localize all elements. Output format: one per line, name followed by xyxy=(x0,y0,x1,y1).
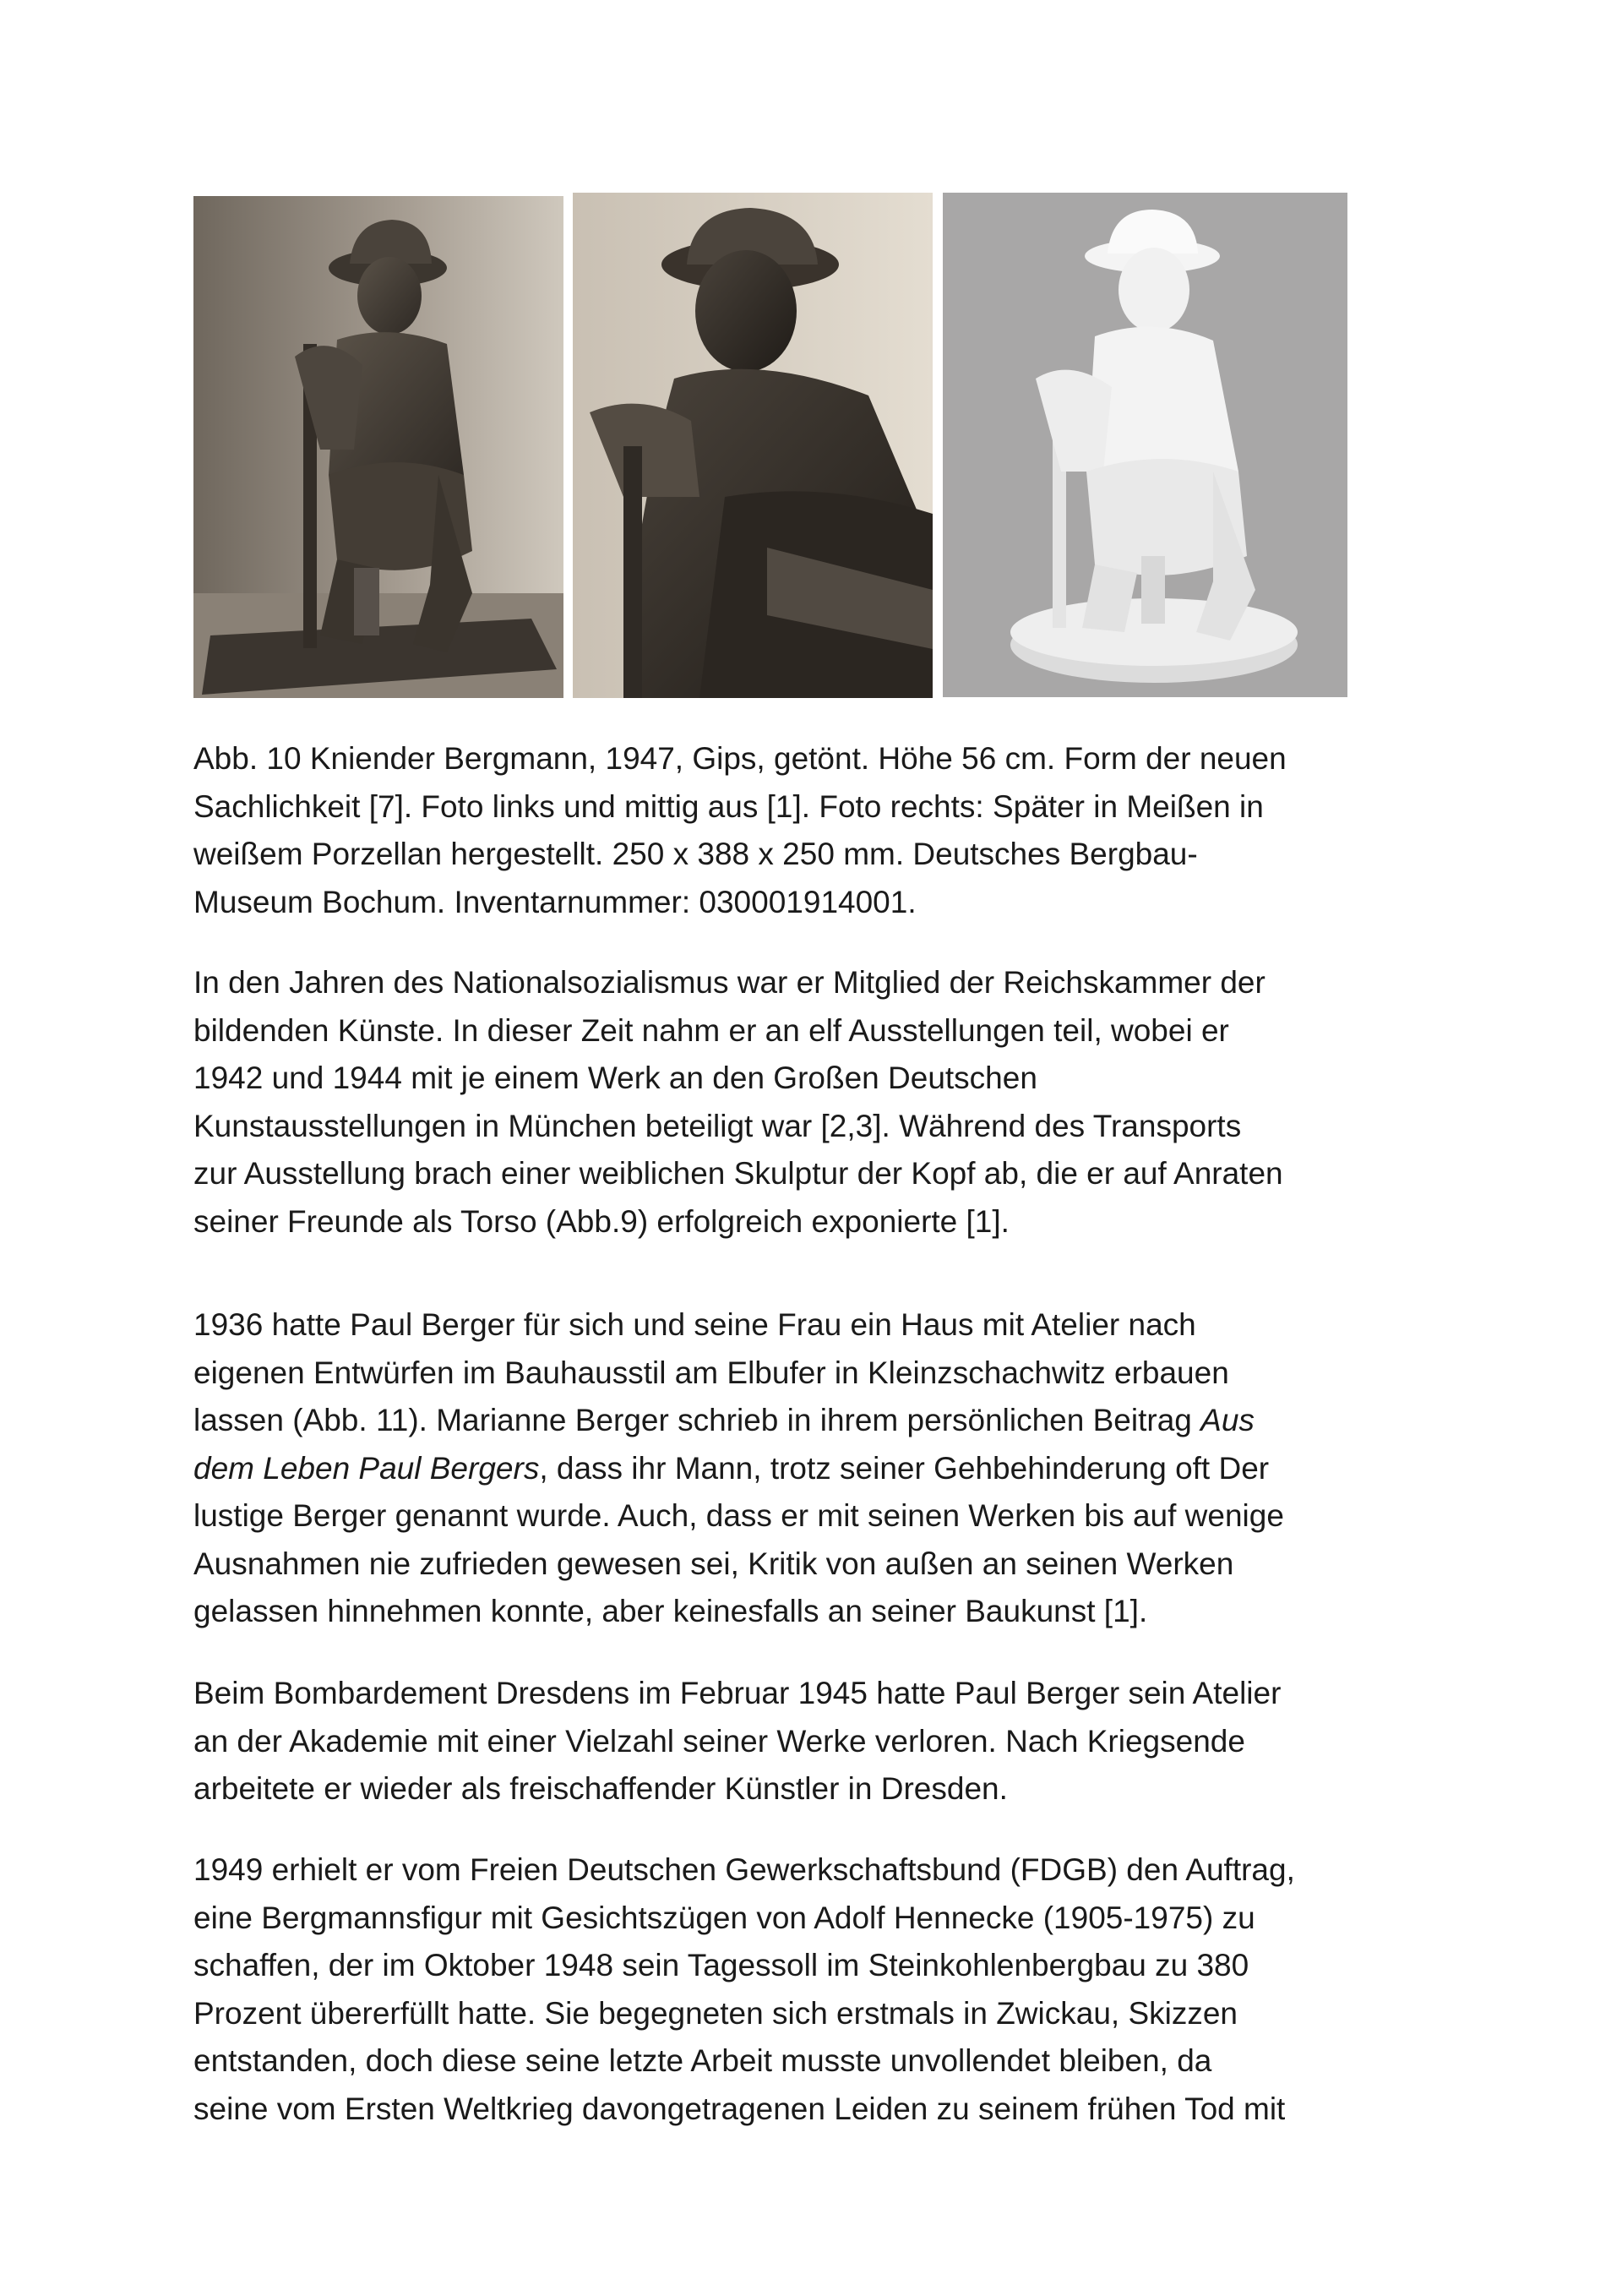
text-line: Beim Bombardement Dresdens im Februar 1945 hatte Paul Berger sein Atelier xyxy=(193,1676,1282,1710)
text-segment: lassen (Abb. 11). Marianne Berger schrieb in ihrem persönlichen Beitrag xyxy=(193,1403,1201,1437)
text-line: schaffen, der im Oktober 1948 sein Tagessoll im Steinkohlenbergbau zu 380 xyxy=(193,1948,1249,1982)
text-line: gelassen hinnehmen konnte, aber keinesfalls an seiner Baukunst [1]. xyxy=(193,1594,1148,1628)
text-line: Ausnahmen nie zufrieden gewesen sei, Kritik von außen an seinen Werken xyxy=(193,1546,1234,1581)
text-line: lustige Berger genannt wurde. Auch, dass er mit seinen Werken bis auf wenige xyxy=(193,1498,1284,1533)
text-line: seine vom Ersten Weltkrieg davongetragenen Leiden zu seinem frühen Tod mit xyxy=(193,2091,1286,2126)
text-line: 1936 hatte Paul Berger für sich und seine Frau ein Haus mit Atelier nach xyxy=(193,1307,1196,1342)
paragraph-haus-atelier xyxy=(193,1301,1427,1636)
text-segment: , dass ihr Mann, trotz seiner Gehbehinderung oft Der xyxy=(539,1450,1270,1486)
book-title-italic: dem Leben Paul Bergers xyxy=(193,1450,540,1486)
text-line: eine Bergmannsfigur mit Gesichtszügen von Adolf Hennecke (1905-1975) zu xyxy=(193,1900,1255,1935)
caption-line: Abb. 10 Kniender Bergmann, 1947, Gips, getönt. Höhe 56 cm. Form der neuen xyxy=(193,741,1287,776)
figure-caption xyxy=(193,735,1427,926)
text-line: 1949 erhielt er vom Freien Deutschen Gewerkschaftsbund (FDGB) den Auftrag, xyxy=(193,1852,1295,1887)
text-line xyxy=(193,1397,1427,1445)
book-title-italic: Aus xyxy=(1200,1403,1255,1437)
text-line: an der Akademie mit einer Vielzahl seiner Werke verloren. Nach Kriegsende xyxy=(193,1723,1245,1759)
text-line: seiner Freunde als Torso (Abb.9) erfolgreich exponierte [1]. xyxy=(193,1203,1010,1239)
text-line: bildenden Künste. In dieser Zeit nahm er an elf Ausstellungen teil, wobei er xyxy=(193,1012,1229,1048)
caption-line: Museum Bochum. Inventarnummer: 030001914001. xyxy=(193,884,917,919)
text-line: zur Ausstellung brach einer weiblichen Skulptur der Kopf ab, die er auf Anraten xyxy=(193,1156,1283,1191)
text-line: Prozent übererfüllt hatte. Sie begegneten sich erstmals in Zwickau, Skizzen xyxy=(193,1995,1238,2031)
kniender-bergmann-porcelain-photo xyxy=(943,193,1347,697)
paragraph-fdgb-auftrag xyxy=(193,1846,1427,2133)
text-line: arbeitete er wieder als freischaffender Künstler in Dresden. xyxy=(193,1771,1008,1806)
text-line: In den Jahren des Nationalsozialismus war er Mitglied der Reichskammer der xyxy=(193,965,1265,1000)
kniender-bergmann-detail-photo xyxy=(573,193,933,698)
text-line: entstanden, doch diese seine letzte Arbeit musste unvollendet bleiben, da xyxy=(193,2043,1212,2078)
text-line: 1942 und 1944 mit je einem Werk an den Großen Deutschen xyxy=(193,1061,1037,1095)
caption-line: weißem Porzellan hergestellt. 250 x 388 x 250 mm. Deutsches Bergbau- xyxy=(193,837,1198,871)
caption-line: Sachlichkeit [7]. Foto links und mittig aus [1]. Foto rechts: Später in Meißen in xyxy=(193,788,1264,824)
kniender-bergmann-front-photo xyxy=(193,196,563,698)
text-line: Kunstausstellungen in München beteiligt war [2,3]. Während des Transports xyxy=(193,1108,1242,1143)
paragraph-bombardement xyxy=(193,1670,1427,1813)
text-line: eigenen Entwürfen im Bauhausstil am Elbufer in Kleinzschachwitz erbauen xyxy=(193,1355,1229,1390)
paragraph-nationalsozialismus xyxy=(193,959,1427,1246)
text-line xyxy=(193,1445,1427,1493)
